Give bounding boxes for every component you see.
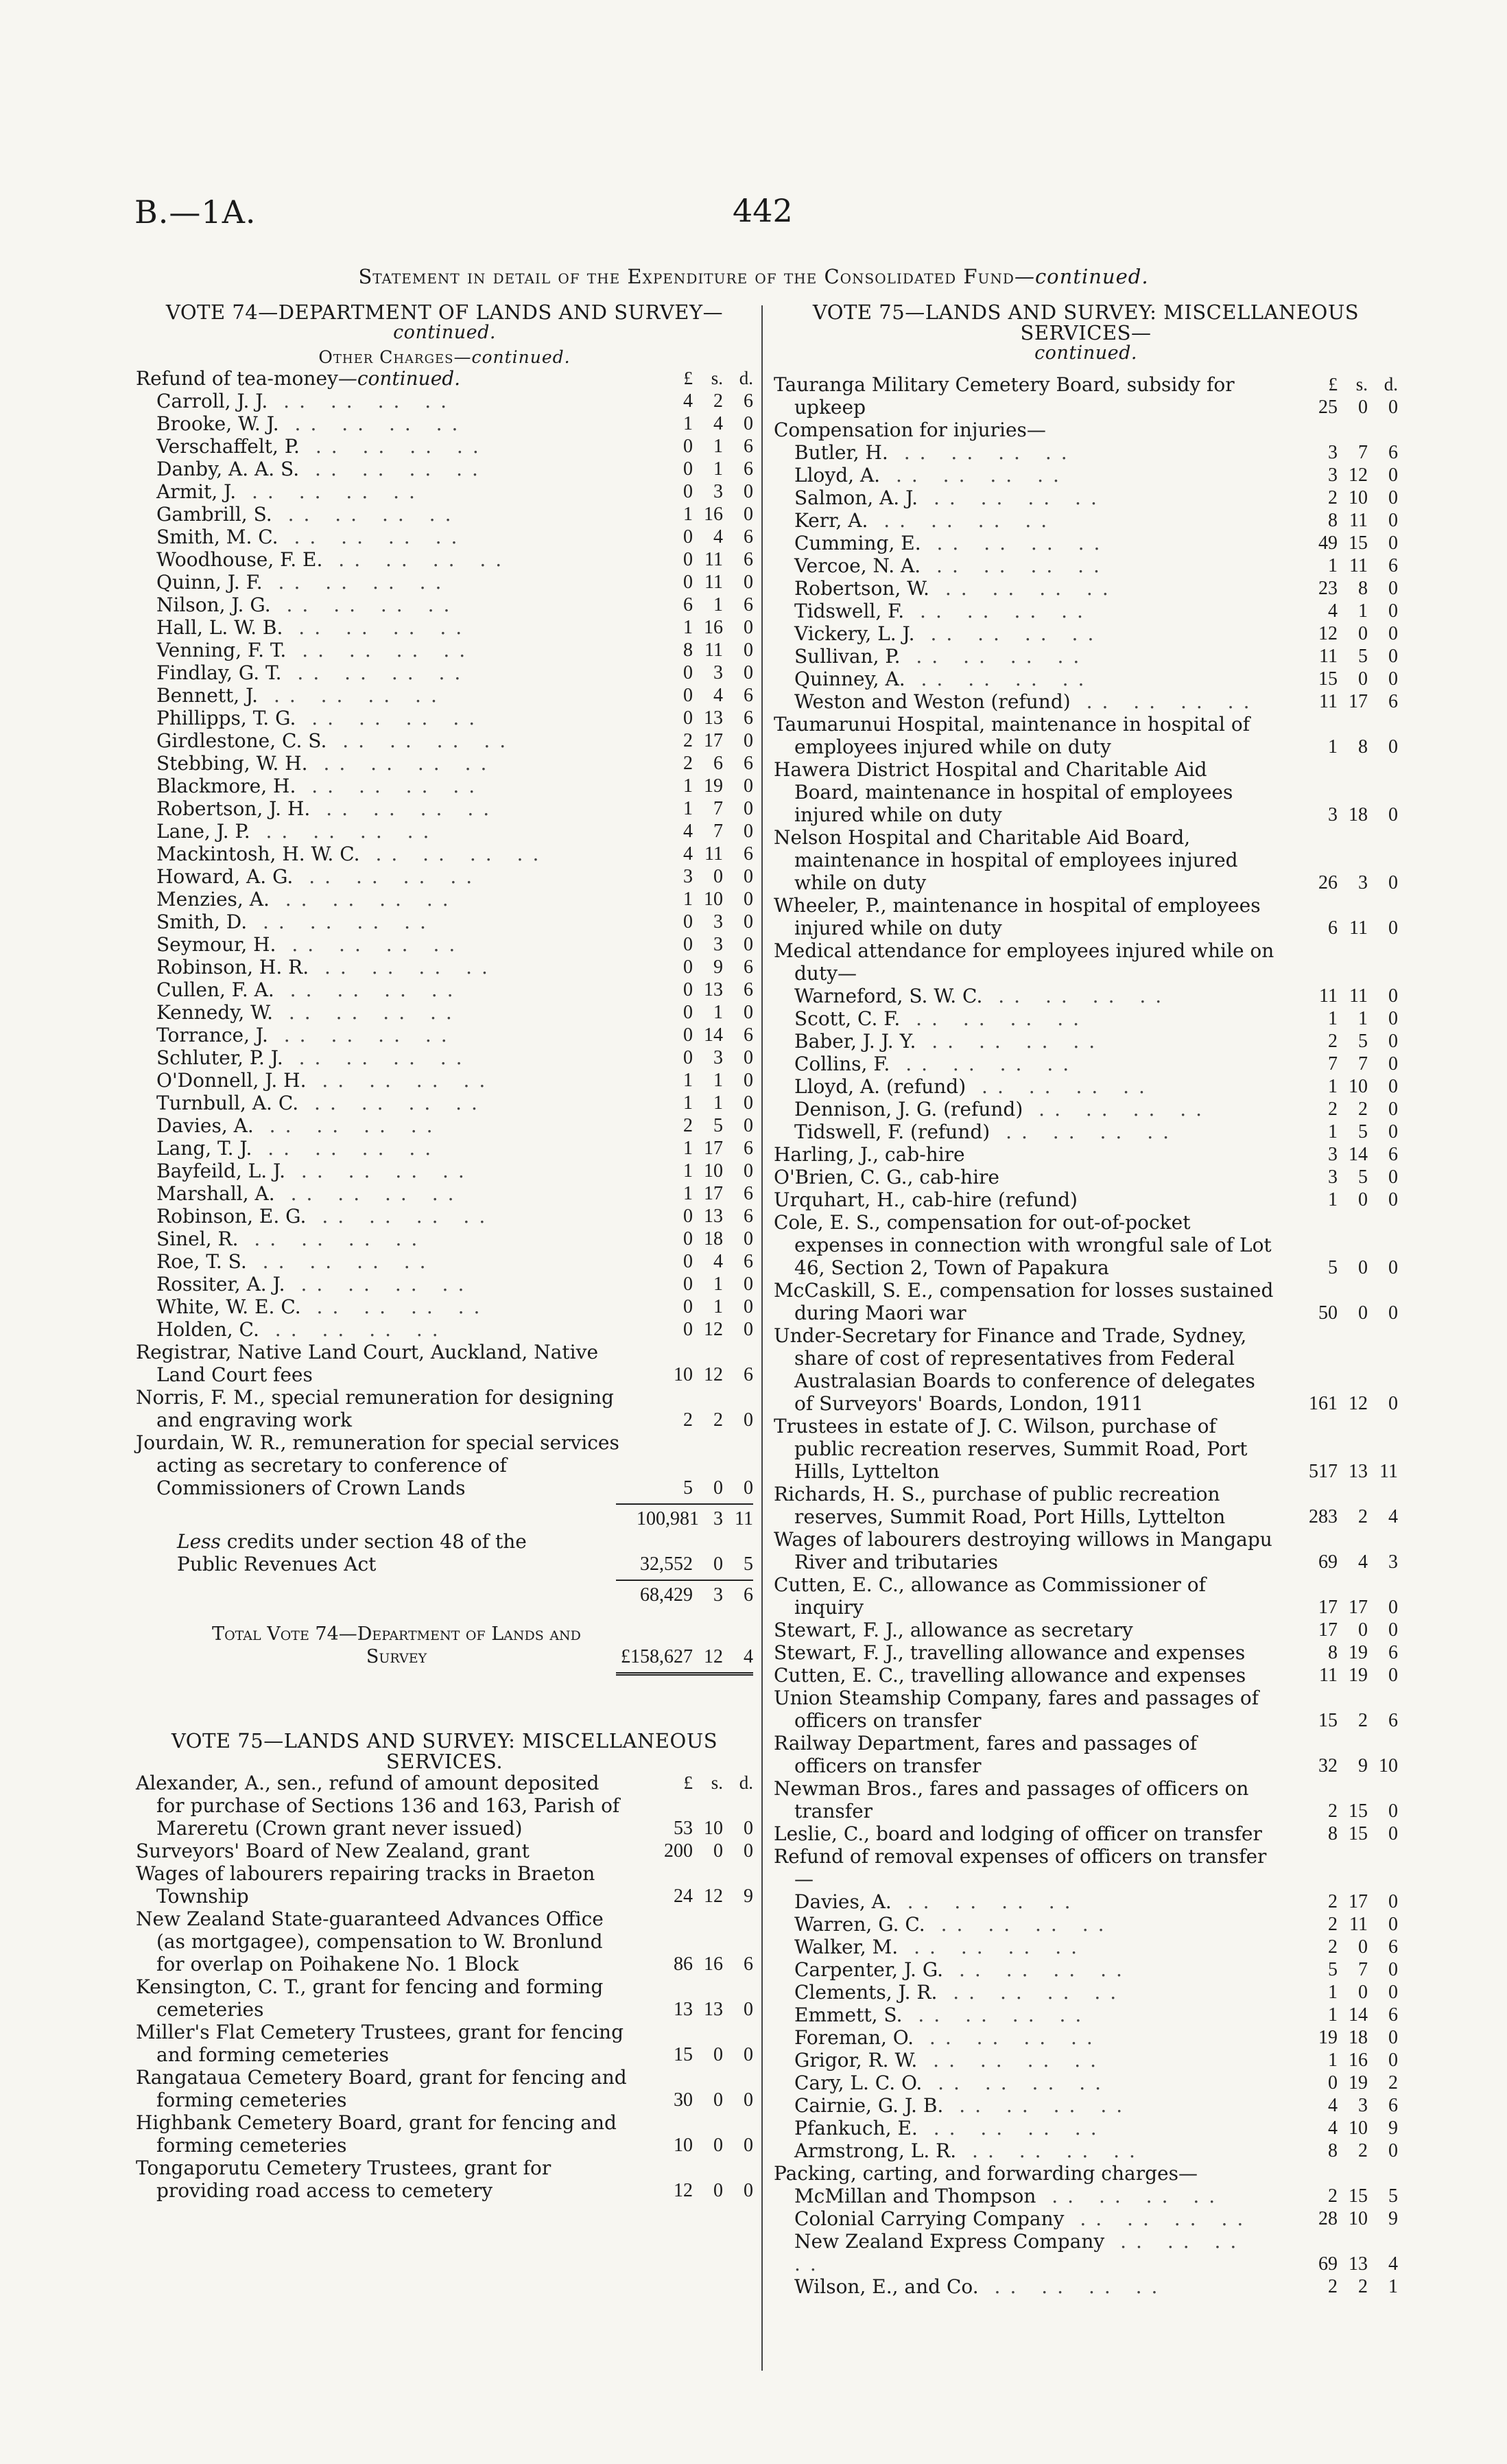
refund-heading-cont: continued. [357,367,461,390]
amount: 23 8 0 [1318,578,1398,599]
page-number: 442 [733,192,793,229]
amount: 0 18 0 [683,1228,753,1249]
compensation-row: Butler, H. .. .. .. .. 3 7 6 [794,441,1398,464]
refund-row: Turnbull, A. C. .. .. .. .. 1 1 0 [156,1092,753,1114]
right-items-c [774,1143,1398,1845]
amount: 1 10 0 [683,889,753,910]
amount: 3 14 6 [1328,1144,1398,1165]
amount: 49 15 0 [1318,532,1398,554]
amount: 17 17 0 [1318,1597,1398,1618]
vote75-cont-title-cont: continued. [1034,342,1137,364]
amount: 2 2 0 [683,1409,753,1431]
amount: 30 0 0 [674,2089,753,2111]
refund-row: Bayfeild, L. J. .. .. .. .. 1 10 0 [156,1160,753,1182]
vote75-currency-header: £ s. d. [683,1772,753,1793]
amount: 11 17 6 [1319,691,1398,712]
refund-list [136,390,753,1341]
right-item-row: Wheeler, P., maintenance in hospital of employees injured while on duty 6 11 0 [774,894,1398,939]
refund-row: Bennett, J. .. .. .. .. 0 4 6 [156,684,753,707]
amount: 1 1 0 [683,1092,753,1114]
right-item-row: O'Brien, C. G., cab-hire 3 5 0 [774,1166,1398,1188]
refund-row: Verschaffelt, P. .. .. .. .. 0 1 6 [156,435,753,458]
removal-row: Warren, G. C. .. .. .. .. 2 11 0 [794,1913,1398,1936]
refund-row: Robertson, J. H. .. .. .. .. 1 7 0 [156,797,753,820]
subtotal-rule [616,1503,753,1505]
removal-row: Carpenter, J. G. .. .. .. .. 5 7 0 [794,1958,1398,1981]
amount: 2 17 0 [683,730,753,751]
amount: 0 1 6 [683,458,753,480]
vote75-cont-title [774,302,1398,364]
amount: 4 2 6 [683,390,753,412]
amount: 3 7 6 [1328,442,1398,463]
amount: 1 16 0 [1328,2050,1398,2071]
amount: 1 0 0 [1328,1982,1398,2003]
amount: 28 10 9 [1318,2208,1398,2229]
refund-row: Gambrill, S. .. .. .. .. 1 16 0 [156,503,753,526]
amount: 8 19 6 [1328,1642,1398,1663]
refund-row: O'Donnell, J. H. .. .. .. .. 1 1 0 [156,1069,753,1092]
section-code: B.—1A. [134,193,257,231]
compensation-row: Sullivan, P. .. .. .. .. 11 5 0 [794,645,1398,668]
vote75-item-row: Highbank Cemetery Board, grant for fencing and forming cemeteries 10 0 0 [136,2111,753,2157]
subtotal-row: 100,981 3 11 [637,1508,753,1529]
packing-list [774,2185,1398,2298]
medical-row: Scott, C. F. .. .. .. .. 1 1 0 [794,1007,1398,1030]
amount: 1 17 6 [683,1183,753,1204]
refund-row: Menzies, A. .. .. .. .. 1 10 0 [156,888,753,911]
refund-row: Sinel, R. .. .. .. .. 0 18 0 [156,1228,753,1250]
vote74-title-cont: continued. [393,322,496,343]
refund-row: Holden, C. .. .. .. .. 0 12 0 [156,1318,753,1341]
refund-heading: Refund of tea-money— [136,367,357,390]
refund-row: Robinson, E. G. .. .. .. .. 0 13 6 [156,1205,753,1228]
amount: 2 2 1 [1328,2276,1398,2297]
amount: 2 17 0 [1328,1891,1398,1912]
amount: 17 0 0 [1318,1619,1398,1641]
compensation-row: Weston and Weston (refund) .. .. .. .. 11 17 6 [794,690,1398,713]
amount: 3 18 0 [1328,804,1398,825]
refund-row: Carroll, J. J. .. .. .. .. 4 2 6 [156,390,753,412]
column-divider [761,305,763,2371]
amount: 0 19 2 [1328,2072,1398,2093]
refund-row: Marshall, A. .. .. .. .. 1 17 6 [156,1182,753,1205]
amount: 13 13 0 [674,1999,753,2020]
right-item-row: Urquhart, H., cab-hire (refund) 1 0 0 [774,1188,1398,1211]
refund-row: Seymour, H. .. .. .. .. 0 3 0 [156,933,753,956]
packing-row: New Zealand Express Company .. .. .. .. 69 13 4 [794,2230,1398,2275]
other-charge-row: Norris, F. M., special remuneration for designing and engraving work 2 2 0 [136,1386,753,1431]
compensation-list [774,441,1398,713]
amount: 1 10 0 [683,1160,753,1182]
medical-heading: Medical attendance for employees injured while on duty— [774,939,1274,985]
amount: 5 0 0 [683,1477,753,1499]
amount: 2 0 6 [1328,1936,1398,1958]
right-items-b [774,713,1398,939]
removal-row: Emmett, S. .. .. .. .. 1 14 6 [794,2004,1398,2026]
removal-row: Cairnie, G. J. B. .. .. .. .. 4 3 6 [794,2094,1398,2117]
amount: 161 12 0 [1309,1393,1398,1414]
medical-row: Tidswell, F. (refund) .. .. .. .. 1 5 0 [794,1120,1398,1143]
statement-title-text: Statement in detail of the Expenditure of the Consolidated Fund [358,265,1014,288]
vote75-item-row: Rangataua Cemetery Board, grant for fencing and forming cemeteries 30 0 0 [136,2066,753,2111]
vote75-item-row: Alexander, A., sen., refund of amount deposited for purchase of Sections 136 and 163, Parish of Mareretu (Crown grant never issued) 53 10 0 [136,1772,753,1840]
vote75-cont-title-text: VOTE 75—LANDS AND SURVEY: MISCELLANEOUS SERVICES— [812,301,1360,344]
amount: 200 0 0 [664,1840,753,1862]
amount: 2 15 0 [1328,1800,1398,1822]
less-credits-row: Less credits under section 48 of the Public Revenues Act 32,552 0 5 [177,1530,753,1575]
right-item-row: Tauranga Military Cemetery Board, subsidy for upkeep 25 0 0 [774,373,1398,419]
medical-row: Baber, J. J. Y. .. .. .. .. 2 5 0 [794,1030,1398,1053]
refund-row: Hall, L. W. B. .. .. .. .. 1 16 0 [156,616,753,639]
right-item-row: Trustees in estate of J. C. Wilson, purchase of public recreation reserves, Summit Road, Port Hills, Lyttelton 517 13 11 [774,1415,1398,1483]
refund-row: Findlay, G. T. .. .. .. .. 0 3 0 [156,661,753,684]
other-charges-cont: continued. [471,347,571,367]
amount: 6 11 0 [1328,917,1398,939]
removal-row: Armstrong, L. R. .. .. .. .. 8 2 0 [794,2139,1398,2162]
right-item-row: Cole, E. S., compensation for out-of-pocket expenses in connection with wrongful sale of Lot 46, Section 2, Town of Papakura 5 0 0 [774,1211,1398,1279]
refund-row: Lang, T. J. .. .. .. .. 1 17 6 [156,1137,753,1160]
amount: 2 5 0 [1328,1031,1398,1052]
amount: 2 6 6 [683,753,753,774]
amount: 86 16 6 [674,1953,753,1975]
amount: 19 18 0 [1318,2027,1398,2048]
amount: 1 19 0 [683,775,753,797]
refund-row: Davies, A. .. .. .. .. 2 5 0 [156,1114,753,1137]
amount: 4 1 0 [1328,600,1398,622]
right-item-row: McCaskill, S. E., compensation for losses sustained during Maori war 50 0 0 [774,1279,1398,1324]
amount: 0 1 0 [683,1274,753,1295]
amount: 15 0 0 [674,2044,753,2065]
right-item-row: Hawera District Hospital and Charitable Aid Board, maintenance in hospital of employees injured while on duty 3 18 0 [774,758,1398,826]
amount: 5 0 0 [1328,1257,1398,1278]
amount: 32 9 10 [1318,1755,1398,1776]
amount: 1 10 0 [1328,1076,1398,1097]
amount: 1 7 0 [683,798,753,819]
other-charges-list [136,1341,753,1499]
compensation-row: Quinney, A. .. .. .. .. 15 0 0 [794,668,1398,690]
amount: 53 10 0 [674,1818,753,1839]
amount: 50 0 0 [1318,1302,1398,1324]
right-item-row: Nelson Hospital and Charitable Aid Board, maintenance in hospital of employees injured while on duty 26 3 0 [774,826,1398,894]
amount: 4 10 9 [1328,2117,1398,2139]
right-item-row: Under-Secretary for Finance and Trade, Sydney, share of cost of representatives from Federal Australasian Boards to conference of delegates of Surveyors' Boards, London, 1911 161 12 0 [774,1324,1398,1415]
amount: 4 11 6 [683,843,753,865]
refund-row: Rossiter, A. J. .. .. .. .. 0 1 0 [156,1273,753,1295]
amount: 0 13 6 [683,1206,753,1227]
amount: 1 14 6 [1328,2004,1398,2026]
medical-row: Warneford, S. W. C. .. .. .. .. 11 11 0 [794,985,1398,1007]
right-item-row: Stewart, F. J., travelling allowance and expenses 8 19 6 [774,1641,1398,1664]
amount: 10 0 0 [674,2135,753,2156]
removal-row: Foreman, O. .. .. .. .. 19 18 0 [794,2026,1398,2049]
removal-row: Cary, L. C. O. .. .. .. .. 0 19 2 [794,2072,1398,2094]
refund-row: Brooke, W. J. .. .. .. .. 1 4 0 [156,412,753,435]
amount: 1 17 6 [683,1138,753,1159]
amount: 2 15 5 [1328,2185,1398,2207]
medical-row: Dennison, J. G. (refund) .. .. .. .. 2 2 0 [794,1098,1398,1120]
packing-row: McMillan and Thompson .. .. .. .. 2 15 5 [794,2185,1398,2207]
medical-list [774,985,1398,1143]
vote75-item-row: Tongaporutu Cemetery Trustees, grant for providing road access to cemetery 12 0 0 [136,2157,753,2202]
compensation-row: Vercoe, N. A. .. .. .. .. 1 11 6 [794,554,1398,577]
amount: 8 11 0 [1328,510,1398,531]
refund-row: Phillipps, T. G. .. .. .. .. 0 13 6 [156,707,753,729]
refund-row: Stebbing, W. H. .. .. .. .. 2 6 6 [156,752,753,775]
net-rule [616,1580,753,1581]
vote75-item-row: Surveyors' Board of New Zealand, grant 200 0 0 [136,1840,753,1862]
total-vote74-row: Total Vote 74—Department of Lands and Survey £158,627 12 4 [212,1623,753,1667]
vote74-title [136,302,753,343]
amount: 1 1 0 [1328,1008,1398,1029]
amount: 1 5 0 [1328,1121,1398,1142]
removal-heading: Refund of removal expenses of officers on transfer— [774,1845,1267,1890]
refund-row: Quinn, J. F. .. .. .. .. 0 11 0 [156,571,753,594]
amount: 5 7 0 [1328,1959,1398,1980]
refund-row: Mackintosh, H. W. C. .. .. .. .. 4 11 6 [156,843,753,865]
vote75-title: VOTE 75—LANDS AND SURVEY: MISCELLANEOUS SERVICES. [171,1729,718,1773]
refund-row: Blackmore, H. .. .. .. .. 1 19 0 [156,775,753,797]
amount: 26 3 0 [1318,872,1398,893]
refund-row: Kennedy, W. .. .. .. .. 0 1 0 [156,1001,753,1024]
compensation-heading: Compensation for injuries— [774,419,1046,441]
currency-header: £ s. d. [683,368,753,388]
right-item-row: Newman Bros., fares and passages of officers on transfer 2 15 0 [774,1777,1398,1822]
amount: 2 10 0 [1328,487,1398,508]
amount: 6 1 6 [683,594,753,615]
right-items-a [774,373,1398,419]
amount: 0 9 6 [683,957,753,978]
amount: 11 11 0 [1319,985,1398,1007]
right-item-row: Richards, H. S., purchase of public recreation reserves, Summit Road, Port Hills, Lyttelton 283 2 4 [774,1483,1398,1528]
compensation-row: Cumming, E. .. .. .. .. 49 15 0 [794,532,1398,554]
medical-row: Collins, F. .. .. .. .. 7 7 0 [794,1053,1398,1075]
refund-row: Torrance, J. .. .. .. .. 0 14 6 [156,1024,753,1046]
medical-row: Lloyd, A. (refund) .. .. .. .. 1 10 0 [794,1075,1398,1098]
packing-heading: Packing, carting, and forwarding charges— [774,2162,1198,2185]
amount: 8 2 0 [1328,2140,1398,2161]
amount: 4 3 6 [1328,2095,1398,2116]
refund-row: Robinson, H. R. .. .. .. .. 0 9 6 [156,956,753,978]
amount: 0 3 0 [683,934,753,955]
amount: 69 4 3 [1318,1551,1398,1573]
refund-row: Smith, M. C. .. .. .. .. 0 4 6 [156,526,753,548]
amount: 0 13 6 [683,707,753,729]
refund-row: Cullen, F. A. .. .. .. .. 0 13 6 [156,978,753,1001]
refund-row: Nilson, J. G. .. .. .. .. 6 1 6 [156,594,753,616]
compensation-row: Robertson, W. .. .. .. .. 23 8 0 [794,577,1398,600]
vote75-item-row: Wages of labourers repairing tracks in Braeton Township 24 12 9 [136,1862,753,1908]
amount: 0 14 6 [683,1024,753,1046]
other-charges-heading [136,347,753,367]
amount: 1 0 0 [1328,1189,1398,1210]
removal-row: Davies, A. .. .. .. .. 2 17 0 [794,1890,1398,1913]
refund-heading-row [136,367,753,390]
amount: 1 16 0 [683,617,753,638]
amount: 0 13 6 [683,979,753,1000]
compensation-row: Salmon, A. J. .. .. .. .. 2 10 0 [794,486,1398,509]
amount: 517 13 11 [1309,1461,1398,1482]
amount: 0 4 6 [683,1251,753,1272]
amount: 0 1 0 [683,1296,753,1317]
amount: 11 5 0 [1319,646,1398,667]
compensation-row: Kerr, A. .. .. .. .. 8 11 0 [794,509,1398,532]
right-item-row: Cutten, E. C., travelling allowance and expenses 11 19 0 [774,1664,1398,1687]
vote75-left-list [136,1772,753,2202]
removal-row: Grigor, R. W. .. .. .. .. 1 16 0 [794,2049,1398,2072]
refund-row: Danby, A. A. S. .. .. .. .. 0 1 6 [156,458,753,480]
amount: 8 15 0 [1328,1823,1398,1844]
amount: 2 5 0 [683,1115,753,1136]
amount: 0 4 6 [683,685,753,706]
vote75-item-row: New Zealand State-guaranteed Advances Office (as mortgagee), compensation to W. Bronlund for overlap on Poihakene No. 1 Block 86 16 6 [136,1908,753,1975]
amount: 10 12 6 [674,1364,753,1385]
amount: 11 19 0 [1319,1665,1398,1686]
amount: 1 16 0 [683,504,753,525]
amount: 12 0 0 [674,2180,753,2201]
left-column [136,302,753,2202]
removal-list [774,1890,1398,2162]
amount: 1 8 0 [1328,736,1398,758]
vote75-item-row: Kensington, C. T., grant for fencing and forming cemeteries 13 13 0 [136,1975,753,2021]
amount: 0 1 0 [683,1002,753,1023]
statement-title-cont: —continued. [1014,265,1149,288]
amount: 2 11 0 [1328,1914,1398,1935]
compensation-row: Vickery, L. J. .. .. .. .. 12 0 0 [794,622,1398,645]
compensation-row: Lloyd, A. .. .. .. .. 3 12 0 [794,464,1398,486]
right-item-row: Stewart, F. J., allowance as secretary 17 0 0 [774,1619,1398,1641]
removal-row: Pfankuch, E. .. .. .. .. 4 10 9 [794,2117,1398,2139]
refund-row: Girdlestone, C. S. .. .. .. .. 2 17 0 [156,729,753,752]
amount: 1 11 6 [1328,555,1398,576]
amount: 0 3 0 [683,662,753,683]
amount: 15 0 0 [1318,668,1398,690]
refund-row: Venning, F. T. .. .. .. .. 8 11 0 [156,639,753,661]
refund-row: Schluter, P. J. .. .. .. .. 0 3 0 [156,1046,753,1069]
refund-row: Howard, A. G. .. .. .. .. 3 0 0 [156,865,753,888]
amount: 25 0 0 [1318,397,1398,418]
right-item-row: Cutten, E. C., allowance as Commissioner of inquiry 17 17 0 [774,1573,1398,1619]
amount: 69 13 4 [1318,2253,1398,2275]
amount: 7 7 0 [1328,1053,1398,1075]
right-item-row: Taumarunui Hospital, maintenance in hospital of employees injured while on duty 1 8 0 [774,713,1398,758]
amount: 0 11 6 [683,549,753,570]
amount: 0 3 0 [683,1047,753,1068]
right-item-row: Harling, J., cab-hire 3 14 6 [774,1143,1398,1166]
amount: 3 12 0 [1328,465,1398,486]
packing-row: Wilson, E., and Co. .. .. .. .. 2 2 1 [794,2275,1398,2298]
other-charge-row: Registrar, Native Land Court, Auckland, Native Land Court fees 10 12 6 [136,1341,753,1386]
amount: 0 11 0 [683,572,753,593]
amount: 15 2 6 [1318,1710,1398,1731]
right-column [774,302,1398,2298]
other-charges-text: Other Charges— [318,347,472,367]
refund-row: Lane, J. P. .. .. .. .. 4 7 0 [156,820,753,843]
amount: 0 4 6 [683,526,753,548]
removal-row: Walker, M. .. .. .. .. 2 0 6 [794,1936,1398,1958]
refund-row: Woodhouse, F. E. .. .. .. .. 0 11 6 [156,548,753,571]
amount: 0 12 0 [683,1319,753,1340]
right-item-row: Railway Department, fares and passages of officers on transfer 32 9 10 [774,1732,1398,1777]
vote74-title-text: VOTE 74—DEPARTMENT OF LANDS AND SURVEY— [165,301,724,324]
compensation-row: Tidswell, F. .. .. .. .. 4 1 0 [794,600,1398,622]
amount: 4 7 0 [683,821,753,842]
removal-row: Clements, J. R. .. .. .. .. 1 0 0 [794,1981,1398,2004]
right-item-row: Union Steamship Company, fares and passages of officers on transfer 15 2 6 [774,1687,1398,1732]
right-item-row: Leslie, C., board and lodging of officer on transfer 8 15 0 [774,1822,1398,1845]
amount: 283 2 4 [1309,1506,1398,1527]
amount: 24 12 9 [674,1886,753,1907]
amount: 3 5 0 [1328,1166,1398,1188]
net-row: 68,429 3 6 [640,1584,753,1606]
refund-row: White, W. E. C. .. .. .. .. 0 1 0 [156,1295,753,1318]
amount: 0 3 0 [683,481,753,502]
amount: 2 2 0 [1328,1099,1398,1120]
packing-row: Colonial Carrying Company .. .. .. .. 28 10 9 [794,2207,1398,2230]
right-item-row: Wages of labourers destroying willows in Mangapu River and tributaries 69 4 3 [774,1528,1398,1573]
refund-row: Smith, D. .. .. .. .. 0 3 0 [156,911,753,933]
vote75-item-row: Miller's Flat Cemetery Trustees, grant for fencing and forming cemeteries 15 0 0 [136,2021,753,2066]
other-charge-row: Jourdain, W. R., remuneration for special services acting as secretary to conference of Commissioners of Crown Lands 5 0 0 [136,1431,753,1499]
amount: 1 4 0 [683,413,753,434]
refund-row: Roe, T. S. .. .. .. .. 0 4 6 [156,1250,753,1273]
amount: 3 0 0 [683,866,753,887]
statement-title [0,265,1507,288]
right-currency-header: £ s. d. [1328,374,1398,395]
amount: 0 1 6 [683,436,753,457]
amount: 1 1 0 [683,1070,753,1091]
amount: 8 11 0 [683,640,753,661]
refund-row: Armit, J. .. .. .. .. 0 3 0 [156,480,753,503]
amount: 12 0 0 [1318,623,1398,644]
amount: 0 3 0 [683,911,753,932]
